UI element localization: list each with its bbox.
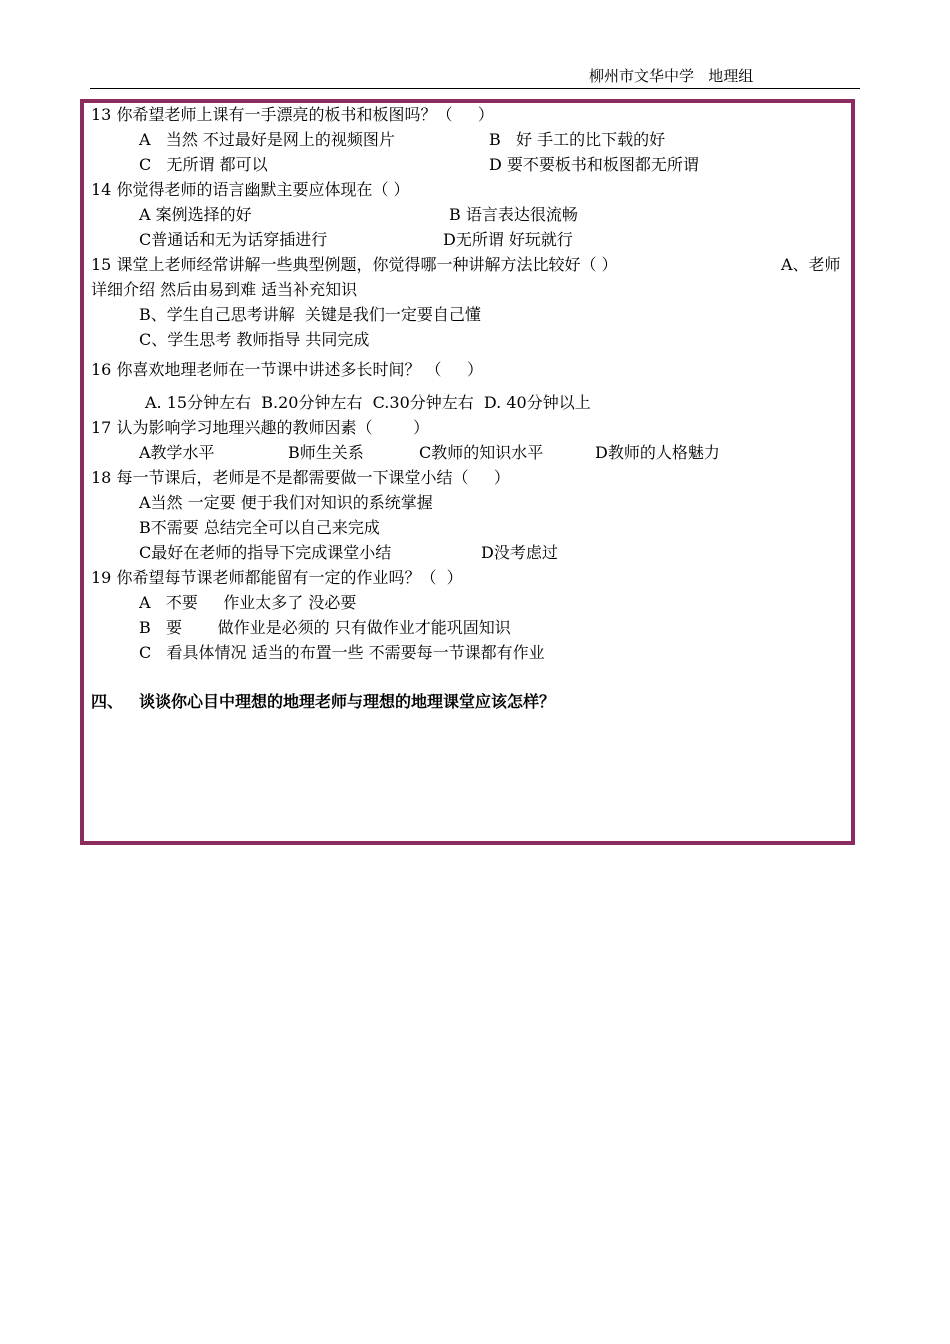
question-14-option-b: B 语言表达很流畅 <box>449 205 578 224</box>
question-18-option-c: C最好在老师的指导下完成课堂小结 <box>139 543 392 562</box>
section-4-title: 谈谈你心目中理想的地理老师与理想的地理课堂应该怎样？ <box>139 692 556 711</box>
question-17-option-a: A教学水平 <box>139 443 215 462</box>
question-15-stem: 15 课堂上老师经常讲解一些典型例题，你觉得哪一种讲解方法比较好（ ） <box>91 255 618 274</box>
question-14-stem: 14 你觉得老师的语言幽默主要应体现在（ ） <box>91 180 410 199</box>
question-16-options: A. 15分钟左右 B.20分钟左右 C.30分钟左右 D. 40分钟以上 <box>145 393 591 412</box>
question-19-stem: 19 你希望每节课老师都能留有一定的作业吗？（ ） <box>91 568 463 587</box>
question-17-option-c: C教师的知识水平 <box>419 443 544 462</box>
question-18-option-b: B不需要 总结完全可以自己来完成 <box>139 518 380 537</box>
question-17-option-b: B师生关系 <box>288 443 364 462</box>
question-19-option-c: C 看具体情况 适当的布置一些 不需要每一节课都有作业 <box>139 643 545 662</box>
question-16-stem: 16 你喜欢地理老师在一节课中讲述多长时间？ （ ） <box>91 360 483 379</box>
question-15-option-a-label: A、老师 <box>781 255 841 274</box>
question-15-option-b: B、学生自己思考讲解 关键是我们一定要自己懂 <box>139 305 481 324</box>
question-19-option-b: B 要 做作业是必须的 只有做作业才能巩固知识 <box>139 618 511 637</box>
question-13-stem: 13 你希望老师上课有一手漂亮的板书和板图吗？（ ） <box>91 105 494 124</box>
section-4-number: 四、 <box>91 692 124 711</box>
question-13-option-c: C 无所谓 都可以 <box>139 155 268 174</box>
question-14-option-c: C普通话和无为话穿插进行 <box>139 230 328 249</box>
question-14-option-d: D无所谓 好玩就行 <box>443 230 573 249</box>
question-13-option-a: A 当然 不过最好是网上的视频图片 <box>139 130 395 149</box>
question-15-option-a-text: 详细介绍 然后由易到难 适当补充知识 <box>91 280 358 299</box>
header-school-group: 柳州市文华中学 地理组 <box>589 67 754 85</box>
question-19-option-a: A 不要 作业太多了 没必要 <box>139 593 357 612</box>
question-13-option-b: B 好 手工的比下载的好 <box>489 130 666 149</box>
question-18-option-d: D没考虑过 <box>481 543 558 562</box>
question-18-option-a: A当然 一定要 便于我们对知识的系统掌握 <box>139 493 433 512</box>
question-17-option-d: D教师的人格魅力 <box>595 443 720 462</box>
question-13-option-d: D 要不要板书和板图都无所谓 <box>489 155 699 174</box>
question-17-stem: 17 认为影响学习地理兴趣的教师因素（ ） <box>91 418 430 437</box>
question-14-option-a: A 案例选择的好 <box>139 205 252 224</box>
question-18-stem: 18 每一节课后，老师是不是都需要做一下课堂小结（ ） <box>91 468 510 487</box>
page-header <box>90 66 860 89</box>
question-15-option-c: C、学生思考 教师指导 共同完成 <box>139 330 370 349</box>
